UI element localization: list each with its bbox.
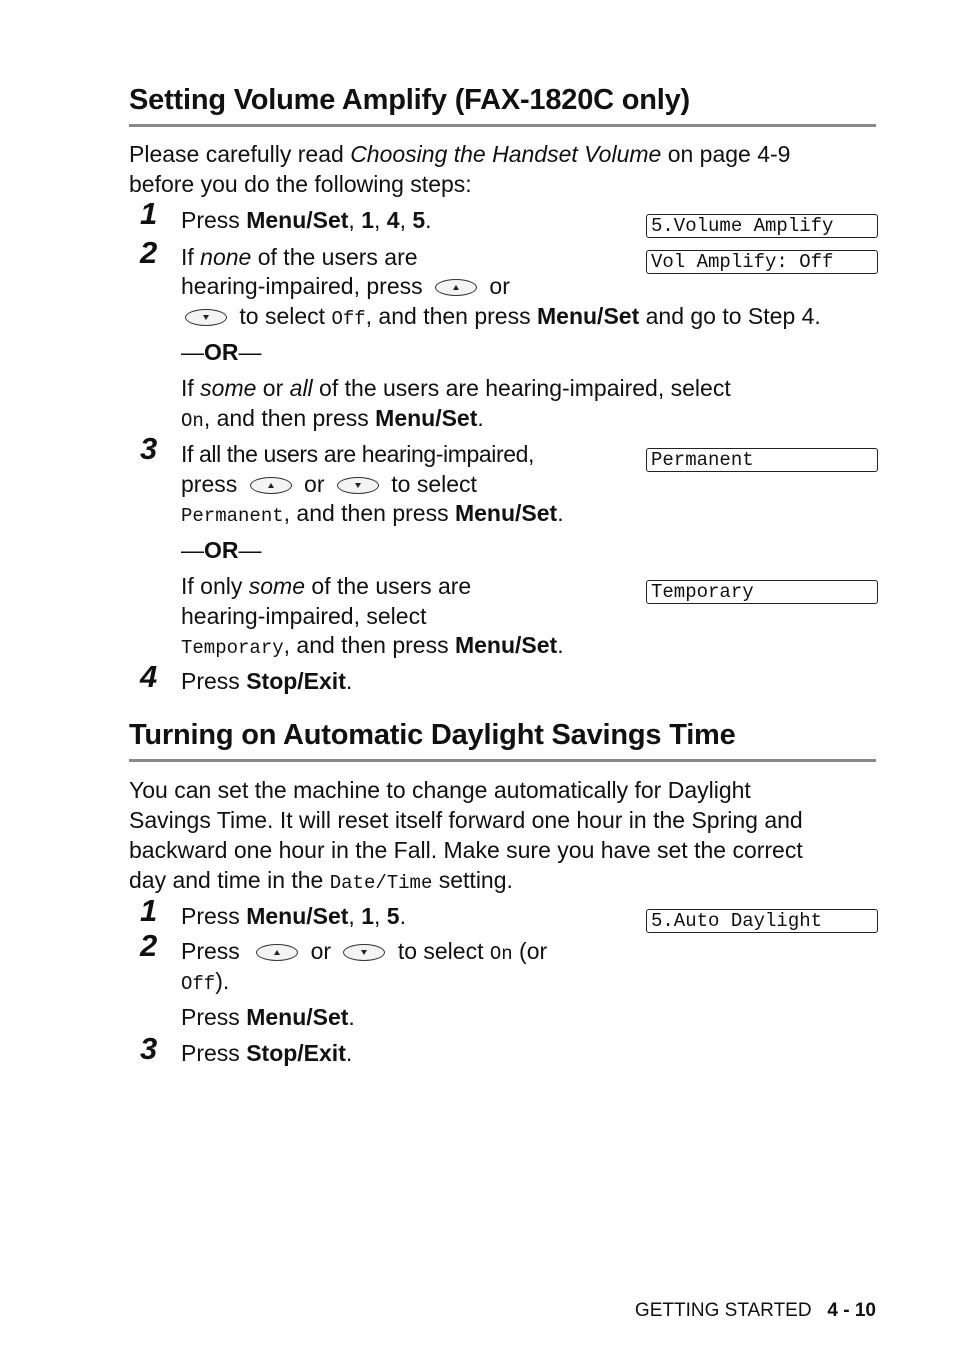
step-3-text: Press Stop/Exit. [181,1040,353,1066]
step-number: 4 [140,659,158,694]
or-divider: —OR— [181,339,262,365]
section-title-daylight-savings: Turning on Automatic Daylight Savings Time [129,719,736,751]
step-number: 3 [140,431,158,466]
step-number: 3 [140,1031,158,1066]
lcd-display: 5.Volume Amplify [646,214,878,238]
title-rule [129,759,876,762]
step-2-line: Press Menu/Set. [181,1004,355,1030]
step-number: 2 [140,235,158,270]
page-footer [635,1300,876,1322]
lcd-display: Temporary [646,580,878,604]
down-arrow-key-icon [185,309,227,326]
intro-paragraph: Please carefully read Choosing the Handset Volume on page 4-9 before you do the following steps: [129,141,791,197]
or-divider: —OR— [181,537,262,563]
step-1-text: Press Menu/Set, 1, 5. [181,903,406,929]
down-arrow-key-icon [343,944,385,961]
lcd-display: Vol Amplify: Off [646,250,878,274]
step-3-line: hearing-impaired, select [181,603,427,629]
step-2-line: On, and then press Menu/Set. [181,405,484,432]
step-2-line: to select Off, and then press Menu/Set and go to Step 4. [181,301,821,334]
title-rule [129,124,876,127]
lcd-display: Permanent [646,448,878,472]
step-number: 2 [140,928,158,963]
step-4-text: Press Stop/Exit. [181,668,353,694]
step-3-line: If only some of the users are [181,573,472,599]
step-2-line: If some or all of the users are hearing-impaired, select [181,375,731,401]
step-2-line: Press or to select On (or [181,938,548,965]
daylight-paragraph: You can set the machine to change automatically for Daylight Savings Time. It will reset itself forward one hour in the Spring and backward one hour in the Fall. Make sure you have set the correct day and time in the Date/Time setting. [129,777,803,894]
up-arrow-key-icon [435,279,477,296]
step-2-line: If none of the users are [181,244,418,270]
section-title-volume-amplify: Setting Volume Amplify (FAX-1820C only) [129,84,690,116]
footer-section: GETTING STARTED [634,1300,812,1321]
down-arrow-key-icon [337,477,379,494]
step-3-line: press or to select [181,471,477,497]
step-number: 1 [140,893,158,928]
step-2-line: Off). [181,968,230,995]
page-number: 4 - 10 [827,1300,876,1321]
up-arrow-key-icon [250,477,292,494]
step-number: 1 [140,196,158,231]
step-3-line: Temporary, and then press Menu/Set. [181,632,564,659]
lcd-display: 5.Auto Daylight [646,909,878,933]
step-1-text: Press Menu/Set, 1, 4, 5. [181,207,432,233]
step-3-line: If all the users are hearing-impaired, [181,441,534,467]
step-3-line: Permanent, and then press Menu/Set. [181,500,564,527]
up-arrow-key-icon [256,944,298,961]
step-2-line: hearing-impaired, press or [181,273,510,299]
